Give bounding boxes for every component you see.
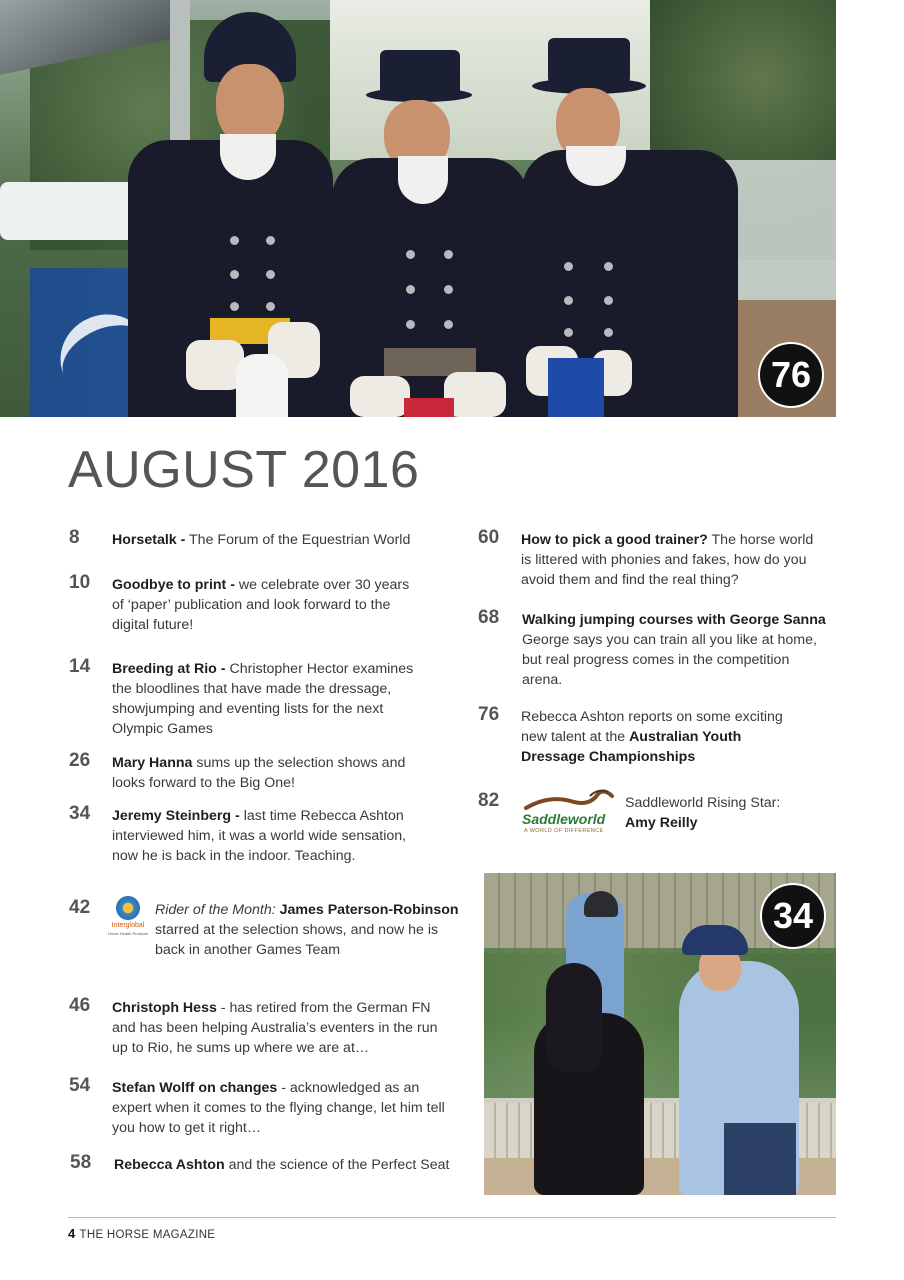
page-footer [68, 1226, 215, 1241]
toc-blurb: - acknowledged as an expert when it comes to the flying change, let him tell you how to get it right… [112, 1080, 445, 1136]
toc-blurb: Rebecca Ashton reports on some exciting new talent at the [521, 709, 783, 745]
toc-blurb: last time Rebecca Ashton interviewed him, it was a world wide sensation, now he is back in the indoor. Teaching. [112, 808, 407, 864]
page-badge-76[interactable]: 76 [758, 342, 824, 408]
page-badge-34[interactable]: 34 [760, 883, 826, 949]
toc-description [155, 900, 460, 960]
toc-description [112, 530, 422, 550]
coat-button [266, 270, 275, 279]
toc-description [112, 998, 452, 1058]
toc-page-number: 54 [69, 1075, 91, 1096]
toc-description [521, 707, 801, 767]
toc-blurb: and the science of the Perfect Seat [224, 1157, 450, 1173]
issue-title: AUGUST 2016 [68, 441, 420, 499]
toc-page-number: 58 [70, 1152, 92, 1173]
toc-description [112, 1078, 457, 1138]
toc-page-number: 26 [69, 750, 91, 771]
toc-description [114, 1155, 459, 1175]
interglobal-wordmark: Interglobal [111, 922, 145, 929]
toc-headline: Amy Reilly [625, 815, 698, 831]
toc-page-number: 68 [478, 607, 500, 628]
footer-divider [68, 1217, 836, 1218]
toc-description [522, 610, 827, 690]
coat-button [564, 262, 573, 271]
coat-button [266, 302, 275, 311]
riding-helmet [584, 891, 618, 917]
horse-head [546, 963, 602, 1073]
coat-button [604, 328, 613, 337]
toc-blurb: - has retired from the German FN and has been helping Australia’s eventers in the run up to Rio, he sums up where we are at… [112, 1000, 438, 1056]
photo-car [0, 182, 140, 240]
toc-headline: Goodbye to print - [112, 577, 235, 593]
coat-button [444, 285, 453, 294]
toc-blurb: we celebrate over 30 years of ‘paper’ publication and look forward to the digital future! [112, 577, 410, 633]
rider-glove [350, 376, 410, 417]
toc-description [112, 806, 417, 866]
toc-description [521, 530, 821, 590]
toc-page-number: 82 [478, 790, 500, 811]
rider-right [522, 0, 738, 417]
toc-page-number: 76 [478, 704, 500, 725]
saddle-icon [520, 786, 616, 814]
rider-middle [332, 0, 528, 417]
training-photo [484, 873, 836, 1195]
rider-ribbon [404, 398, 454, 417]
coat-button [444, 250, 453, 259]
toc-page-number: 8 [69, 527, 80, 548]
coat-button [604, 262, 613, 271]
toc-page-number: 46 [69, 995, 91, 1016]
toc-headline: How to pick a good trainer? [521, 532, 708, 548]
coat-button [230, 270, 239, 279]
toc-headline: Stefan Wolff on changes [112, 1080, 278, 1096]
rider-left [128, 0, 333, 417]
saddleworld-wordmark: Saddleworld [522, 811, 606, 827]
saddleworld-logo [520, 786, 616, 836]
toc-blurb: Saddleworld Rising Star: [625, 795, 781, 811]
toc-blurb: George says you can train all you like at home, but real progress comes in the competition arena. [522, 632, 817, 688]
toc-headline: Rebecca Ashton [114, 1157, 225, 1173]
toc-blurb: starred at the selection shows, and now he is back in another Games Team [155, 922, 439, 958]
toc-description [112, 659, 417, 739]
toc-page-number: 60 [478, 527, 500, 548]
coat-button [230, 302, 239, 311]
coat-button [564, 296, 573, 305]
coat-button [266, 236, 275, 245]
toc-page-number: 42 [69, 897, 91, 918]
toc-headline: Breeding at Rio - [112, 661, 226, 677]
coat-button [604, 296, 613, 305]
interglobal-tagline: Horse Health Products [108, 931, 149, 936]
toc-page-number: 14 [69, 656, 91, 677]
toc-blurb: Christopher Hector examines the bloodlines that have made the dressage, showjumping and eventing lists for the next Olympic Games [112, 661, 414, 737]
coat-button [406, 320, 415, 329]
toc-headline: Jeremy Steinberg - [112, 808, 240, 824]
toc-page-number: 10 [69, 572, 91, 593]
coat-button [230, 236, 239, 245]
toc-blurb: The horse world is littered with phonies and fakes, how do you avoid them and find the real thing? [521, 532, 814, 588]
rider-ribbon [236, 354, 288, 417]
toc-description [112, 753, 417, 793]
page-number: 4 [68, 1226, 76, 1241]
magazine-name: THE HORSE MAGAZINE [79, 1229, 216, 1241]
interglobal-globe-icon [116, 896, 140, 920]
toc-description [112, 575, 412, 635]
toc-kicker: Rider of the Month: [155, 902, 276, 918]
toc-headline: Christoph Hess [112, 1000, 217, 1016]
cover-photo-riders [0, 0, 836, 417]
toc-page-number: 34 [69, 803, 91, 824]
toc-headline: Mary Hanna [112, 755, 193, 771]
toc-headline: Horsetalk - [112, 532, 186, 548]
coat-button [444, 320, 453, 329]
toc-headline: Walking jumping courses with George Sanna [522, 612, 826, 628]
saddleworld-tagline: A WORLD OF DIFFERENCE [524, 828, 604, 834]
toc-description [625, 793, 825, 833]
coat-button [564, 328, 573, 337]
coat-button [406, 285, 415, 294]
toc-headline: James Paterson-Robinson [275, 902, 459, 918]
rider-ribbon [548, 358, 604, 417]
trainer-cap [682, 925, 748, 955]
toc-blurb: sums up the selection shows and looks forward to the Big One! [112, 755, 406, 791]
coat-button [406, 250, 415, 259]
rider-collar [398, 156, 448, 204]
trainer-jeans [724, 1123, 796, 1195]
toc-blurb: The Forum of the Equestrian World [185, 532, 411, 548]
interglobal-logo [108, 896, 148, 940]
toc-headline: Australian Youth Dressage Championships [521, 729, 742, 765]
